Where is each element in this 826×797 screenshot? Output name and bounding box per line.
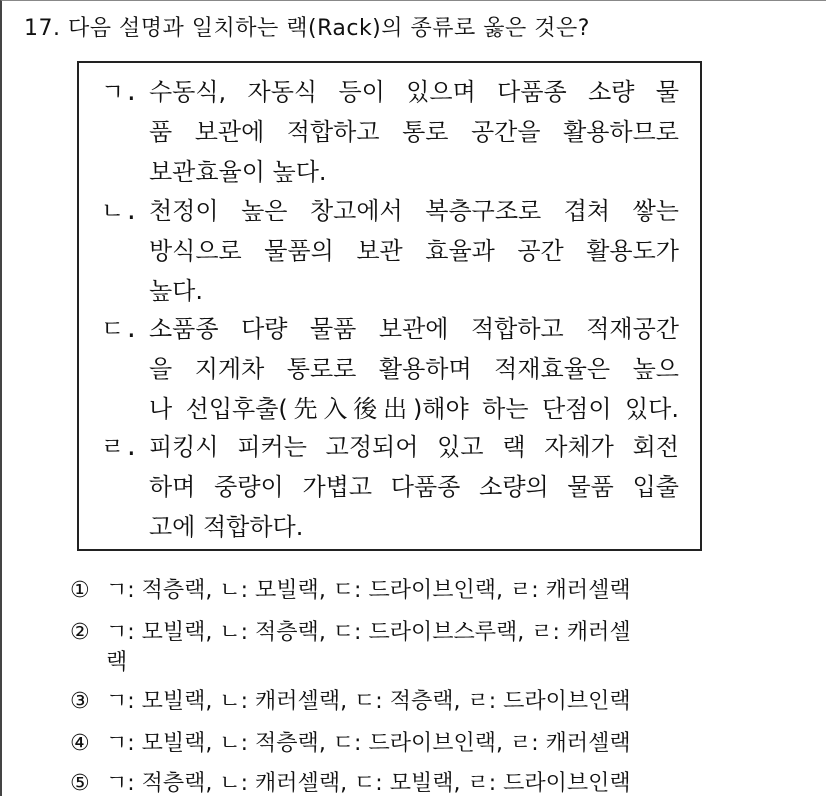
text-line: 을 지게차 통로로 활용하며 적재효율은 높으 <box>149 355 679 383</box>
text-line: 보관효율이 높다. <box>149 158 327 186</box>
item-text <box>149 427 679 547</box>
item-marker: ㄹ. <box>101 433 139 461</box>
option-text: ㄱ: 모빌랙, ㄴ: 적층랙, ㄷ: 드라이브스루랙, ㄹ: 캐러셀 <box>106 620 631 645</box>
text-line: 품 보관에 적합하고 통로 공간을 활용하므로 <box>149 118 679 146</box>
answer-option-1[interactable] <box>70 573 770 604</box>
text-line: 방식으로 물품의 보관 효율과 공간 활용도가 <box>149 237 679 265</box>
text-line: 나 선입후출(先入後出)해야 하는 단점이 있다. <box>149 395 679 423</box>
item-text <box>149 191 679 311</box>
answer-option-3[interactable] <box>70 684 770 715</box>
answer-option-4[interactable] <box>70 726 770 757</box>
option-number: ④ <box>70 731 90 756</box>
text-line: 높다. <box>149 277 203 305</box>
text-line: 수동식, 자동식 등이 있으며 다품종 소량 물 <box>149 78 679 106</box>
text-line: 피킹시 피커는 고정되어 있고 랙 자체가 회전 <box>149 433 679 461</box>
item-text <box>149 72 679 192</box>
text-line: 소품종 다량 물품 보관에 적합하고 적재공간 <box>149 315 679 343</box>
option-text: ㄱ: 적층랙, ㄴ: 캐러셀랙, ㄷ: 모빌랙, ㄹ: 드라이브인랙 <box>106 771 631 796</box>
option-number: ① <box>70 578 90 603</box>
item-marker: ㄱ. <box>101 78 139 106</box>
item-marker: ㄷ. <box>101 315 139 343</box>
item-marker: ㄴ. <box>101 197 139 225</box>
passage-box <box>77 61 702 551</box>
option-text-continued: 랙 <box>106 650 128 675</box>
text-line: 하며 중량이 가볍고 다품종 소량의 물품 입출 <box>149 473 679 501</box>
item-text <box>149 309 679 429</box>
option-number: ⑤ <box>70 771 90 796</box>
text-line: 고에 적합하다. <box>149 513 304 541</box>
option-number: ③ <box>70 689 90 714</box>
option-text: ㄱ: 적층랙, ㄴ: 모빌랙, ㄷ: 드라이브인랙, ㄹ: 캐러셀랙 <box>106 578 631 603</box>
question-title: 17. 다음 설명과 일치하는 랙(Rack)의 종류로 옳은 것은? <box>24 16 590 41</box>
answer-option-2[interactable] <box>70 615 770 675</box>
option-text: ㄱ: 모빌랙, ㄴ: 캐러셀랙, ㄷ: 적층랙, ㄹ: 드라이브인랙 <box>106 689 631 714</box>
option-text: ㄱ: 모빌랙, ㄴ: 적층랙, ㄷ: 드라이브인랙, ㄹ: 캐러셀랙 <box>106 731 631 756</box>
answer-option-5[interactable] <box>70 766 770 797</box>
option-number: ② <box>70 620 90 645</box>
text-line: 천정이 높은 창고에서 복층구조로 겹쳐 쌓는 <box>149 197 679 225</box>
